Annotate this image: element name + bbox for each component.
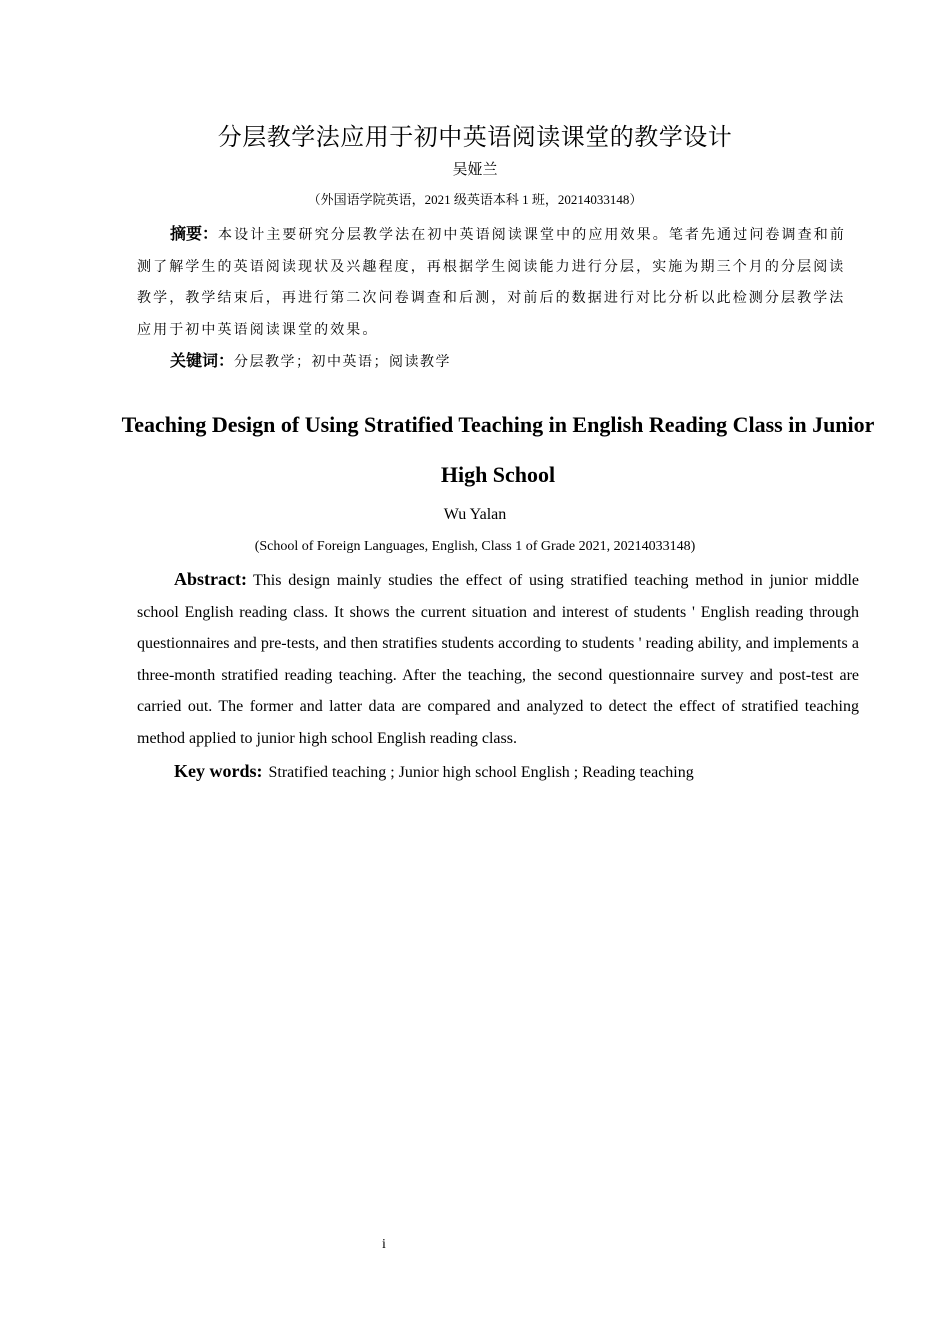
- english-abstract-text: This design mainly studies the effect of using stratified teaching method in junior middle school English reading class. It shows the current situation and interest of students ' English reading through questionnaires and pre-tests, and then stratifies students according to students ' reading ability, and implements a three-month stratified reading teaching. After the teaching, the second questionnaire survey and post-test are carried out. The former and latter data are compared and analyzed to detect the effect of stratified teaching method applied to junior high school English reading class.: [137, 572, 859, 747]
- english-author: Wu Yalan: [443, 506, 507, 523]
- english-affiliation: (School of Foreign Languages, English, Class 1 of Grade 2021, 20214033148): [254, 539, 696, 554]
- chinese-keywords-text: 分层教学；初中英语；阅读教学: [234, 355, 452, 370]
- chinese-abstract-label: 摘要：: [170, 224, 219, 243]
- english-abstract-label: Abstract:: [174, 569, 247, 589]
- chinese-abstract: [137, 218, 859, 346]
- chinese-keywords: [170, 346, 451, 378]
- chinese-abstract-text: 本设计主要研究分层教学法在初中英语阅读课堂中的应用效果。笔者先通过问卷调查和前测了解学生的英语阅读现状及兴趣程度，再根据学生阅读能力进行分层，实施为期三个月的分层阅读教学，教学结束后，再进行第二次问卷调查和后测，对前后的数据进行对比分析以此检测分层教学法应用于初中英语阅读课堂的效果。: [137, 228, 846, 338]
- english-title: Teaching Design of Using Stratified Teaching in English Reading Class in Junior High School: [121, 412, 875, 487]
- chinese-author: 吴娅兰: [452, 160, 498, 178]
- chinese-affiliation: （外国语学院英语，2021 级英语本科 1 班，20214033148）: [307, 192, 643, 207]
- chinese-keywords-label: 关键词：: [170, 351, 235, 370]
- english-keywords-label: Key words:: [174, 761, 263, 781]
- chinese-title: 分层教学法应用于初中英语阅读课堂的教学设计: [217, 123, 733, 151]
- english-abstract: [137, 564, 859, 755]
- english-keywords-text: Stratified teaching ; Junior high school English ; Reading teaching: [268, 764, 694, 781]
- english-keywords: [174, 756, 694, 788]
- page-number: i: [382, 1237, 386, 1252]
